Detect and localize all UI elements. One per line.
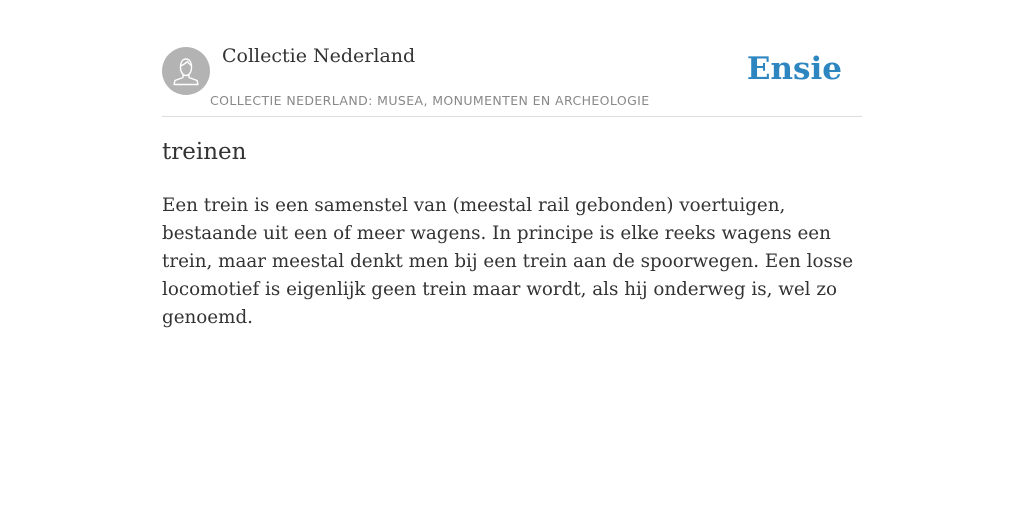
author-name[interactable]: Collectie Nederland	[222, 45, 416, 67]
ensie-logo[interactable]: Ensie	[746, 51, 842, 87]
source-label[interactable]: COLLECTIE NEDERLAND: MUSEA, MONUMENTEN EN ARCHEOLOGIE	[210, 93, 650, 108]
entry-header	[162, 0, 862, 117]
user-silhouette-icon	[162, 47, 210, 95]
author-avatar[interactable]	[162, 47, 210, 95]
entry-term: treinen	[162, 139, 247, 165]
entry-definition: Een trein is een samenstel van (meestal rail gebonden) voertuigen, bestaande uit een of meer wagens. In principe is elke reeks wagens een trein, maar meestal denkt men bij een trein aan de spoorwegen. Een losse locomotief is eigenlijk geen trein maar wordt, als hij onderweg is, wel zo genoemd.	[162, 195, 854, 328]
